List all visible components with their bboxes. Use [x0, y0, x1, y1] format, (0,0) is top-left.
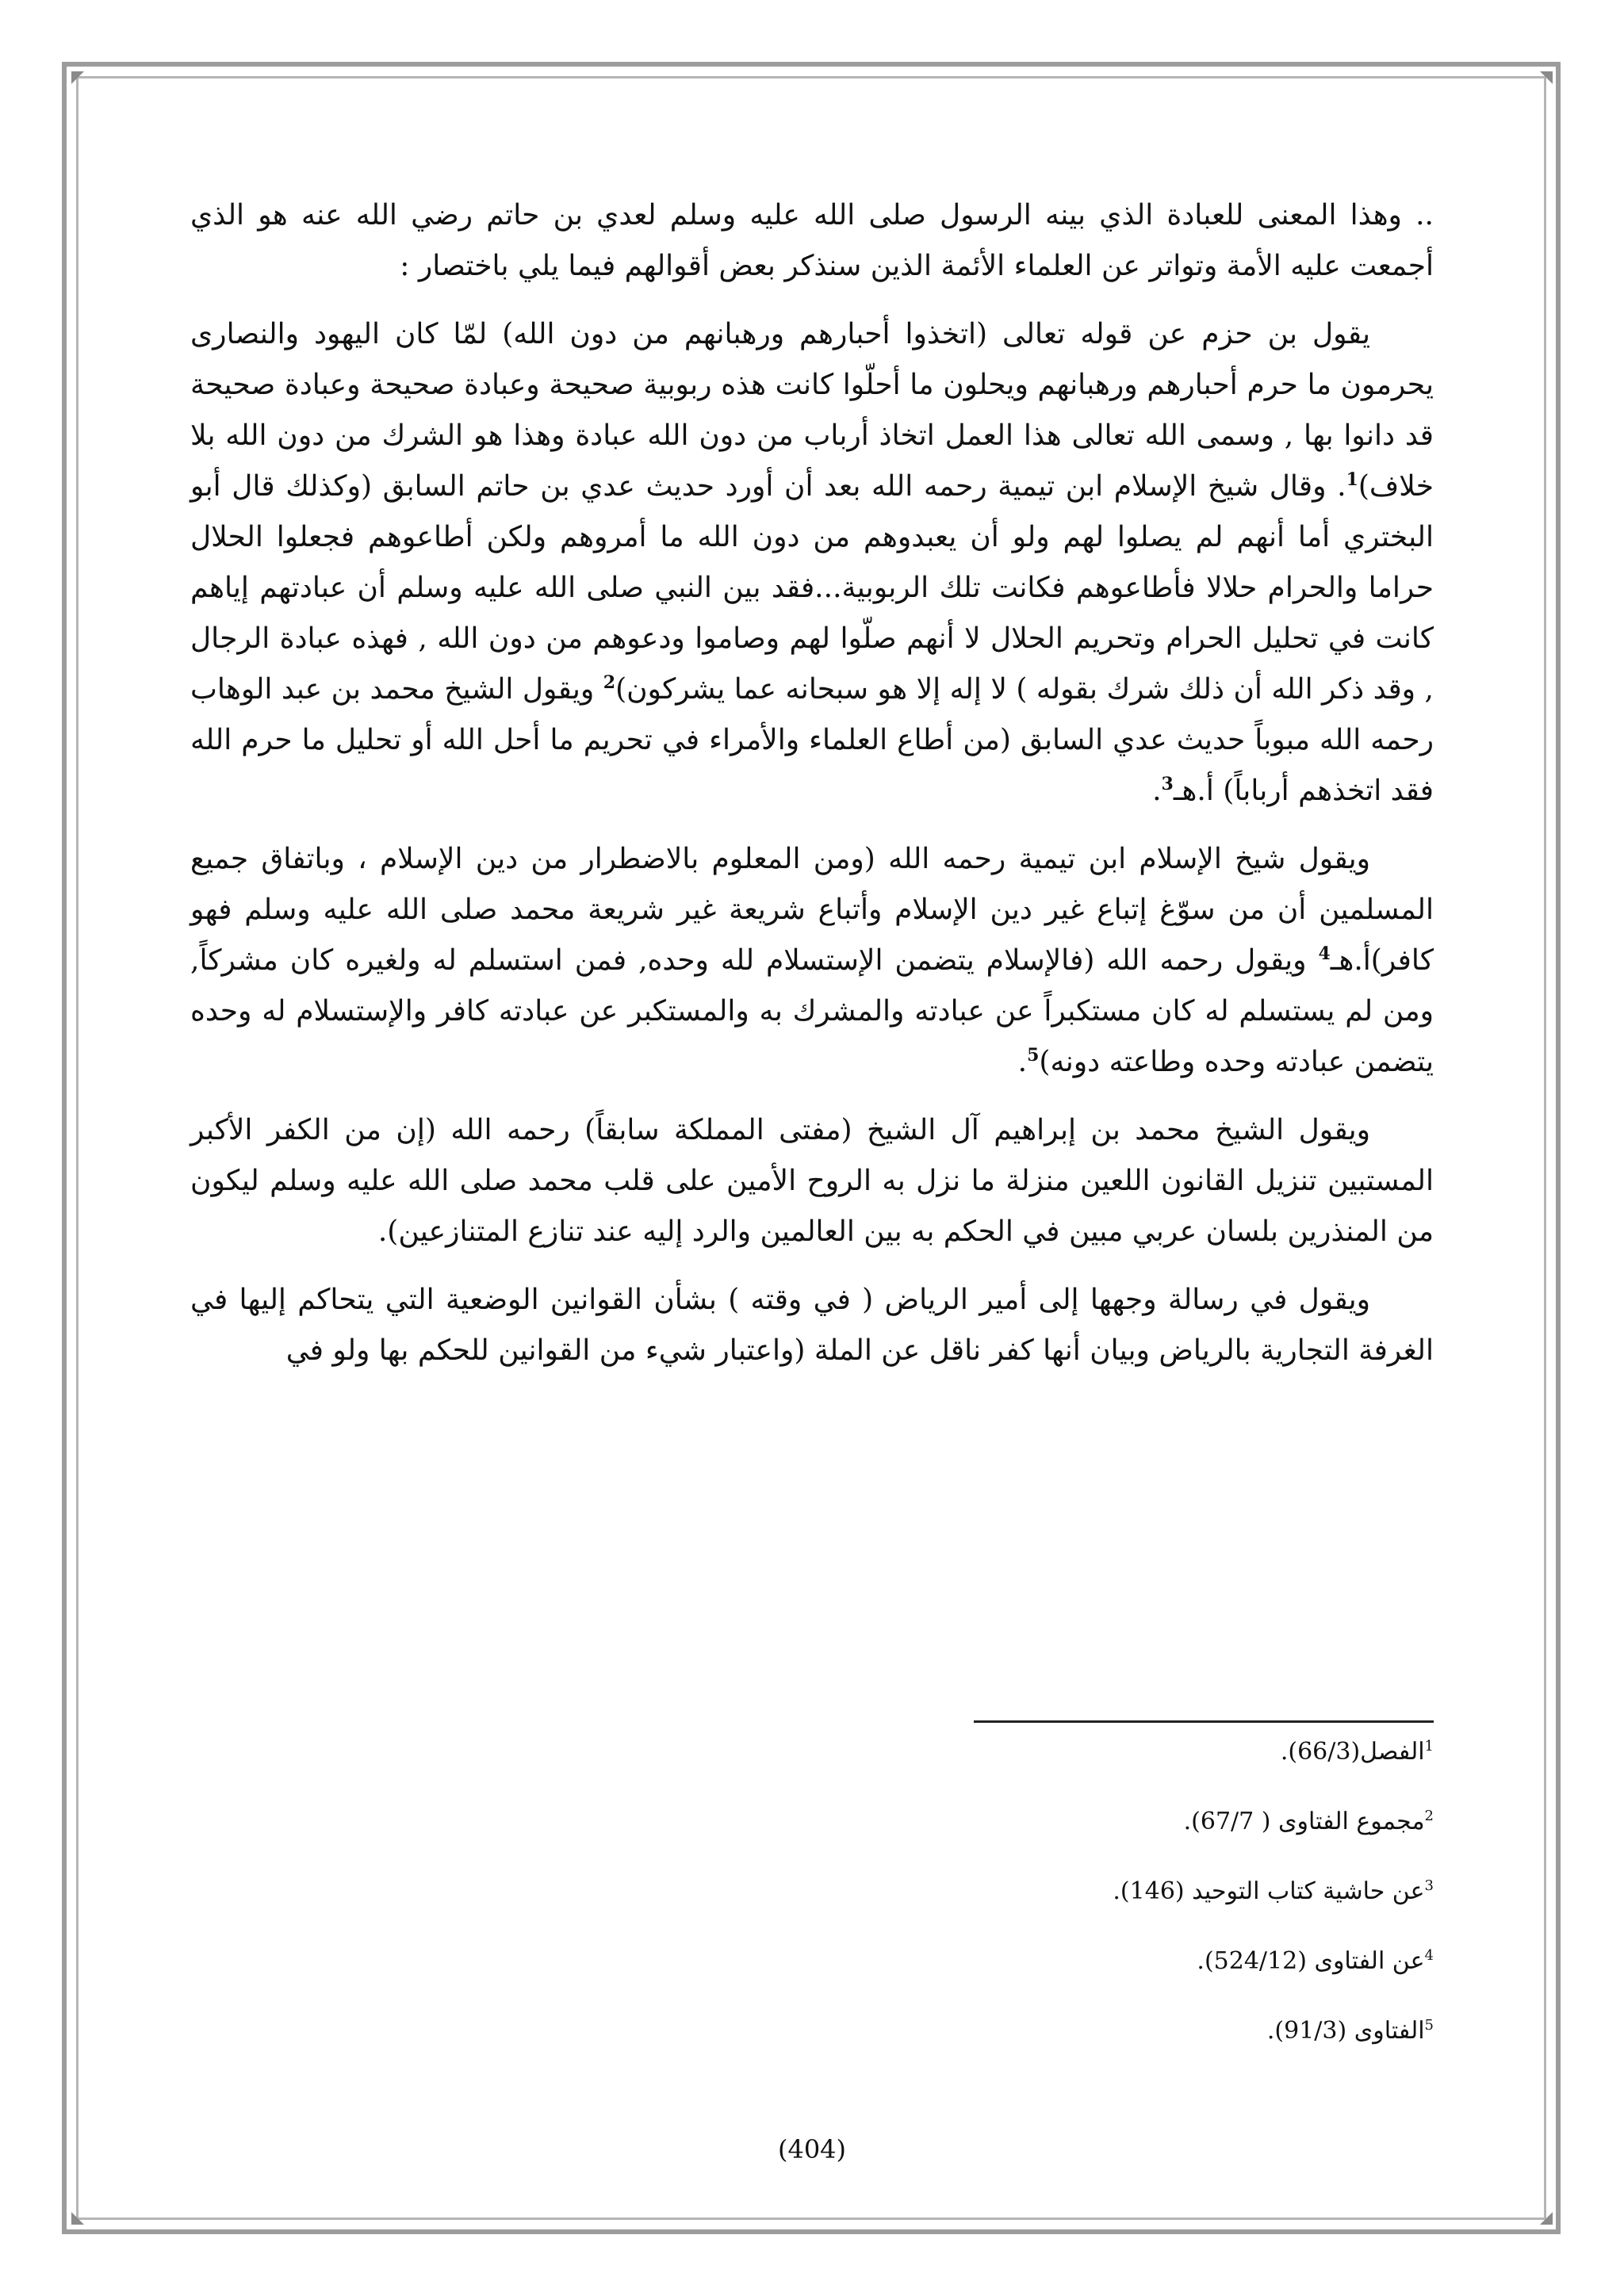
footnote-ref[interactable]: 3 [1161, 774, 1174, 794]
footnote-text: الفصل(66/3). [1280, 1738, 1425, 1766]
footnote-text: مجموع الفتاوى ( 67/7). [1183, 1808, 1425, 1835]
paragraph-text: .. وهذا المعنى للعبادة الذي بينه الرسول صلى الله عليه وسلم لعدي بن حاتم رضي الله عنه هو الذي أجمعت عليه الأمة وتواتر عن العلماء الأئمة الذين سنذكر بعض أقوالهم فيما يلي باختصار : [190, 199, 1434, 282]
paragraph-text: ويقول الشيخ محمد بن إبراهيم آل الشيخ (مفتى المملكة سابقاً) رحمه الله (إن من الكفر الأكبر المستبين تنزيل القانون اللعين منزلة ما نزل به الروح الأمين على قلب محمد صلى الله عليه وسلم ليكون من المنذرين بلسان عربي مبين في الحكم به بين العالمين والرد إليه عند تنازع المتنازعين). [190, 1114, 1434, 1248]
frame-corner-ornament [1540, 2212, 1553, 2225]
paragraph-text: ويقول رحمه الله (فالإسلام يتضمن الإستسلام لله وحده, فمن استسلم له ولغيره كان مشركاً, ومن لم يستسلم له كان مستكبراً عن عبادته والمشرك به والمستكبر عن عبادته كافر والإستسلام له وحده يتضمن عبادته وحده وطاعته دونه) [190, 944, 1434, 1078]
frame-corner-ornament [71, 2212, 84, 2225]
paragraph-text: . [1152, 775, 1162, 807]
paragraph-text: يقول بن حزم عن قوله تعالى (اتخذوا أحبارهم ورهبانهم من دون الله) لمّا كان اليهود والنصارى يحرمون ما حرم أحبارهم ورهبانهم ويحلون ما أحلّوا كانت هذه ربوبية صحيحة وعبادة صحيحة وعبادة صحيحة قد دانوا بها , وسمى الله تعالى هذا العمل اتخاذ أرباب من دون الله عبادة وهذا هو الشرك من دون الله بلا خلاف) [190, 318, 1434, 503]
footnote-text: عن حاشية كتاب التوحيد (146). [1113, 1877, 1425, 1905]
paragraph-ibn-ibrahim [190, 1105, 1434, 1257]
footnote-text: عن الفتاوى (524/12). [1197, 1947, 1425, 1975]
paragraph-text: . وقال شيخ الإسلام ابن تيمية رحمه الله بعد أن أورد حديث عدي بن حاتم السابق (وكذلك قال أبو البختري أما أنهم لم يصلوا لهم ولو أن يعبدوهم من دون الله ما أمروهم ولكن أطاعوهم فجعلوا الحلال حراما والحرام حلالا فأطاعوهم فكانت تلك الربوبية...فقد بين النبي صلى الله عليه وسلم أن عبادتهم إياهم كانت في تحليل الحرام وتحريم الحلال لا أنهم صلّوا لهم وصاموا ودعوهم من دون الله , فهذه عبادة الرجال , وقد ذكر الله أن ذلك شرك بقوله ) لا إله إلا هو سبحانه عما يشركون) [190, 470, 1434, 706]
paragraph-text: ويقول شيخ الإسلام ابن تيمية رحمه الله (ومن المعلوم بالاضطرار من دين الإسلام ، وباتفاق جميع المسلمين أن من سوّغ إتباع غير دين الإسلام وأتباع شريعة غير شريعة محمد صلى الله عليه وسلم فهو كافر)أ.هـ [190, 843, 1434, 977]
footnote-number: 5 [1424, 2017, 1434, 2034]
footnote-number: 1 [1424, 1738, 1434, 1755]
paragraph-text: ويقول في رسالة وجهها إلى أمير الرياض ( في وقته ) بشأن القوانين الوضعية التي يتحاكم إليها في الغرفة التجارية بالرياض وبيان أنها كفر ناقل عن الملة (واعتبار شيء من القوانين للحكم بها ولو في [190, 1284, 1434, 1367]
footnote-ref[interactable]: 2 [603, 672, 616, 693]
footnotes [641, 1736, 1434, 2085]
footnote-ref[interactable]: 1 [1346, 469, 1358, 490]
paragraph-ibn-taymiyyah [190, 834, 1434, 1088]
footnote-number: 4 [1424, 1947, 1434, 1964]
main-text [190, 190, 1434, 1394]
footnote-item [641, 1736, 1434, 1768]
footnote-item [641, 1876, 1434, 1908]
footnote-ref[interactable]: 4 [1318, 943, 1331, 964]
footnote-item [641, 1946, 1434, 1977]
paragraph-intro [190, 190, 1434, 292]
footnote-item [641, 1806, 1434, 1838]
footnote-item [641, 2015, 1434, 2047]
paragraph-text: ويقول الشيخ محمد بن عبد الوهاب رحمه الله مبوباً حديث عدي السابق (من أطاع العلماء والأمراء في تحريم ما أحل الله أو تحليل ما حرم الله فقد اتخذهم أرباباً) أ.هـ [190, 673, 1434, 807]
footnote-ref[interactable]: 5 [1027, 1045, 1040, 1066]
paragraph-letter [190, 1275, 1434, 1376]
footnote-text: الفتاوى (91/3). [1266, 2017, 1425, 2045]
footnote-number: 3 [1424, 1877, 1434, 1894]
footnote-number: 2 [1424, 1808, 1434, 1824]
footnote-separator [974, 1720, 1434, 1723]
paragraph-text: . [1017, 1046, 1028, 1078]
frame-corner-ornament [71, 71, 84, 84]
frame-corner-ornament [1540, 71, 1553, 84]
page-number: (404) [777, 2134, 847, 2164]
paragraph-ibn-hazm [190, 309, 1434, 817]
